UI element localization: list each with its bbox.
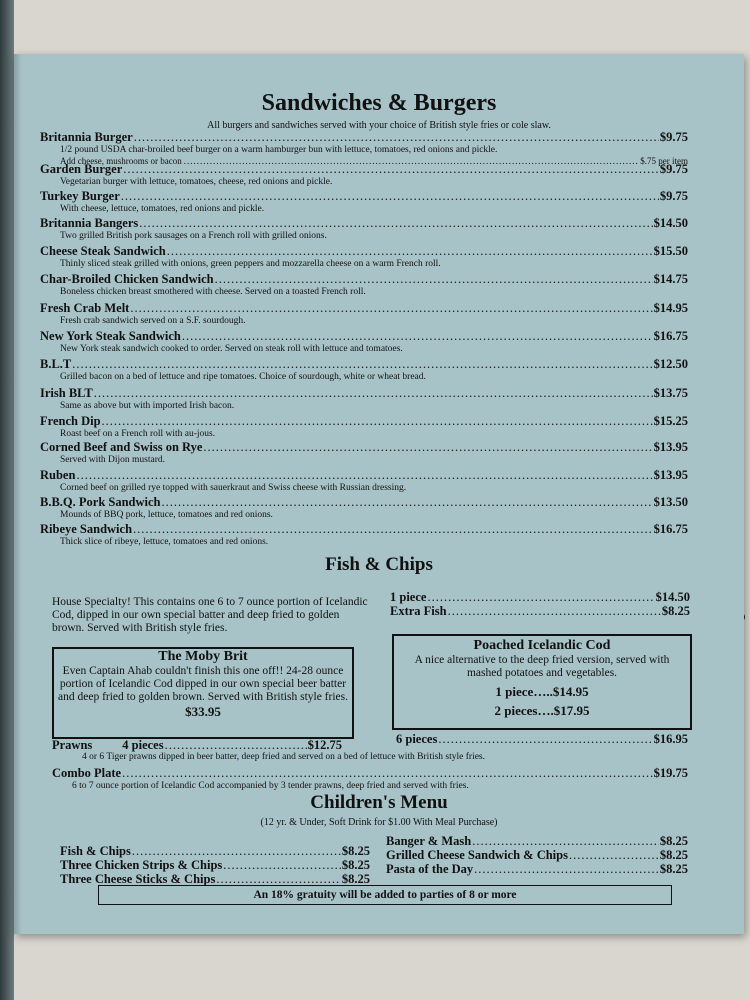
item-desc: Thick slice of ribeye, lettuce, tomatoes and red onions. [60, 537, 269, 547]
item-desc: Mounds of BBQ pork, lettuce, tomatoes and red onions. [60, 510, 273, 520]
item-name: French Dip [40, 414, 101, 428]
item-price: $14.50 [655, 590, 690, 604]
combo-desc: 6 to 7 ounce portion of Icelandic Cod accompanied by 3 tender prawns, deep fried and served with fries. [72, 781, 469, 791]
kids-menu-item [386, 834, 688, 848]
sandwich-item [40, 301, 688, 327]
children-title: Children's Menu [310, 792, 448, 813]
item-price: $14.50 [653, 216, 688, 230]
item-price: $8.25 [659, 848, 688, 862]
sandwich-item [40, 468, 688, 494]
item-name: 1 piece [390, 590, 427, 604]
item-desc: Two grilled British pork sausages on a French roll with grilled onions. [60, 231, 327, 241]
sandwich-item [40, 216, 688, 242]
item-desc: Fresh crab sandwich served on a S.F. sourdough. [60, 316, 246, 326]
dot-leader [133, 522, 653, 537]
item-name: Prawns [52, 738, 93, 752]
sandwich-item [40, 272, 688, 298]
sandwich-item [40, 414, 688, 440]
item-price: $8.25 [341, 858, 370, 872]
item-price: $12.75 [307, 738, 342, 752]
dot-leader [130, 301, 652, 316]
dot-leader [122, 766, 653, 781]
item-price: $14.95 [653, 301, 688, 315]
item-desc: 1/2 pound USDA char-broiled beef burger on a warm hamburger bun with lettuce, tomatoes, red onions and pickle. [60, 145, 498, 155]
sandwich-item [40, 357, 688, 383]
item-name: Three Cheese Sticks & Chips [60, 872, 216, 886]
item-name: Corned Beef and Swiss on Rye [40, 440, 203, 454]
item-name: Ribeye Sandwich [40, 522, 133, 536]
item-desc: With cheese, lettuce, tomatoes, red onions and pickle. [60, 204, 265, 214]
dot-leader [427, 590, 654, 605]
item-name: Banger & Mash [386, 834, 472, 848]
dot-leader [132, 844, 341, 859]
dot-leader [121, 189, 659, 204]
sandwich-item [40, 495, 688, 521]
prawns-six [396, 732, 688, 747]
item-price: $8.25 [659, 834, 688, 848]
children-left-list [60, 844, 370, 886]
sandwich-item [40, 386, 688, 412]
item-name: Cheese Steak Sandwich [40, 244, 166, 258]
item-desc: Vegetarian burger with lettuce, tomatoes, cheese, red onions and pickle. [60, 177, 333, 187]
moby-brit-box [52, 647, 354, 739]
menu-page [14, 54, 744, 934]
sandwich-item [40, 440, 688, 466]
prawns-four-label: 4 pieces [122, 738, 164, 752]
item-price: $16.95 [653, 732, 688, 746]
prawns-four [52, 738, 342, 753]
item-desc: Served with Dijon mustard. [60, 455, 166, 465]
item-name: Pasta of the Day [386, 862, 474, 876]
item-price: $9.75 [659, 189, 688, 203]
dot-leader [182, 329, 653, 344]
sandwich-item [40, 329, 688, 355]
fish-title: Fish & Chips [325, 554, 433, 575]
dot-leader [76, 468, 652, 483]
prawns-desc: 4 or 6 Tiger prawns dipped in beer batter, deep fried and served on a bed of lettuce with British style fries. [82, 752, 485, 762]
item-desc: Grilled bacon on a bed of lettuce and ripe tomatoes. Choice of sourdough, white or wheat bread. [60, 372, 426, 382]
item-name: Fresh Crab Melt [40, 301, 130, 315]
sandwiches-title: Sandwiches & Burgers [261, 90, 497, 116]
kids-menu-item [60, 858, 370, 872]
kids-menu-item [386, 862, 688, 876]
item-name: Char-Broiled Chicken Sandwich [40, 272, 214, 286]
dot-leader [139, 216, 652, 231]
dot-leader [72, 357, 652, 372]
item-price: $19.75 [653, 766, 688, 780]
item-price: $16.75 [653, 522, 688, 536]
dot-leader [474, 862, 659, 877]
item-price: $9.75 [659, 130, 688, 144]
item-price: $15.25 [653, 414, 688, 428]
moby-brit-desc: Even Captain Ahab couldn't finish this one off!! 24-28 ounce portion of Icelandic Cod dipped in our own special beer batter and deep fried to golden brown. Served with British style fries. [58, 665, 348, 703]
sandwich-item [40, 522, 688, 548]
fish-intro: House Specialty! This contains one 6 to 7 ounce portion of Icelandic Cod, dipped in our own special batter and deep fried to golden brown. Served with British style fries. [52, 596, 368, 634]
fish-extra [390, 604, 690, 619]
item-price: $12.50 [653, 357, 688, 371]
item-desc: Same as above but with imported Irish bacon. [60, 401, 235, 411]
item-name: B.B.Q. Pork Sandwich [40, 495, 161, 509]
sandwich-item [40, 244, 688, 270]
item-name: New York Steak Sandwich [40, 329, 181, 343]
item-price: $8.25 [341, 872, 370, 886]
dot-leader [162, 495, 653, 510]
item-name: Britannia Bangers [40, 216, 139, 230]
dot-leader [203, 440, 652, 455]
dot-leader [448, 604, 661, 619]
item-price: $8.25 [661, 604, 690, 618]
item-name: Garden Burger [40, 162, 123, 176]
kids-menu-item [386, 848, 688, 862]
dot-leader [569, 848, 659, 863]
moby-brit-price: $33.95 [185, 704, 221, 719]
dot-leader [123, 162, 659, 177]
gratuity-notice: An 18% gratuity will be added to parties of 8 or more [98, 885, 672, 905]
sandwich-item [40, 130, 688, 166]
item-name: Irish BLT [40, 386, 93, 400]
dot-leader [134, 130, 659, 145]
dot-leader [165, 738, 307, 753]
dot-leader [167, 244, 653, 259]
extra-label: Add cheese, mushrooms or bacon [60, 156, 182, 166]
dot-leader [223, 858, 341, 873]
item-name: Grilled Cheese Sandwich & Chips [386, 848, 568, 862]
item-price: $15.50 [653, 244, 688, 258]
kids-menu-item [60, 844, 370, 858]
poached-cod-one: 1 piece…..$14.95 [495, 684, 589, 699]
poached-cod-box [392, 634, 692, 730]
children-subtitle: (12 yr. & Under, Soft Drink for $1.00 With Meal Purchase) [260, 817, 498, 828]
poached-cod-desc: A nice alternative to the deep fried version, served with mashed potatoes and vegetables. [414, 654, 670, 679]
item-desc: Boneless chicken breast smothered with cheese. Served on a toasted French roll. [60, 287, 366, 297]
sandwich-item [40, 189, 688, 215]
sandwich-item [40, 162, 688, 188]
item-name: Ruben [40, 468, 76, 482]
prawns-six-label: 6 pieces [396, 732, 438, 746]
page-fold-shadow [0, 0, 14, 1000]
dot-leader [102, 414, 653, 429]
item-desc: Roast beef on a French roll with au-jous. [60, 429, 216, 439]
dot-leader [438, 732, 652, 747]
moby-brit-title: The Moby Brit [158, 649, 248, 664]
item-price: $13.75 [653, 386, 688, 400]
item-price: $9.75 [659, 162, 688, 176]
poached-cod-title: Poached Icelandic Cod [473, 638, 611, 653]
item-name: B.L.T [40, 357, 72, 371]
item-desc: Thinly sliced steak grilled with onions, green peppers and mozzarella cheese on a warm French roll. [60, 259, 441, 269]
item-price: $13.95 [653, 468, 688, 482]
item-price: $8.25 [341, 844, 370, 858]
item-price: $13.95 [653, 440, 688, 454]
poached-cod-two: 2 pieces….$17.95 [494, 703, 590, 718]
combo-plate [52, 766, 688, 792]
extra-price: $.75 per item [640, 156, 688, 166]
item-desc: Corned beef on grilled rye topped with sauerkraut and Swiss cheese with Russian dressing. [60, 483, 407, 493]
item-name: Turkey Burger [40, 189, 120, 203]
fish-one-piece [390, 590, 690, 605]
item-price: $14.75 [653, 272, 688, 286]
item-price: $8.25 [659, 862, 688, 876]
item-price: $16.75 [653, 329, 688, 343]
dot-leader [472, 834, 659, 849]
item-name: Britannia Burger [40, 130, 133, 144]
item-name: Three Chicken Strips & Chips [60, 858, 223, 872]
dot-leader [215, 272, 653, 287]
kids-menu-item [60, 872, 370, 886]
item-name: Combo Plate [52, 766, 122, 780]
item-name: Extra Fish [390, 604, 447, 618]
item-price: $13.50 [653, 495, 688, 509]
dot-leader [94, 386, 653, 401]
item-name: Fish & Chips [60, 844, 131, 858]
sandwiches-subtitle: All burgers and sandwiches served with your choice of British style fries or cole slaw. [207, 120, 551, 131]
children-right-list [386, 834, 688, 876]
item-desc: New York steak sandwich cooked to order. Served on steak roll with lettuce and tomatoes. [60, 344, 403, 354]
